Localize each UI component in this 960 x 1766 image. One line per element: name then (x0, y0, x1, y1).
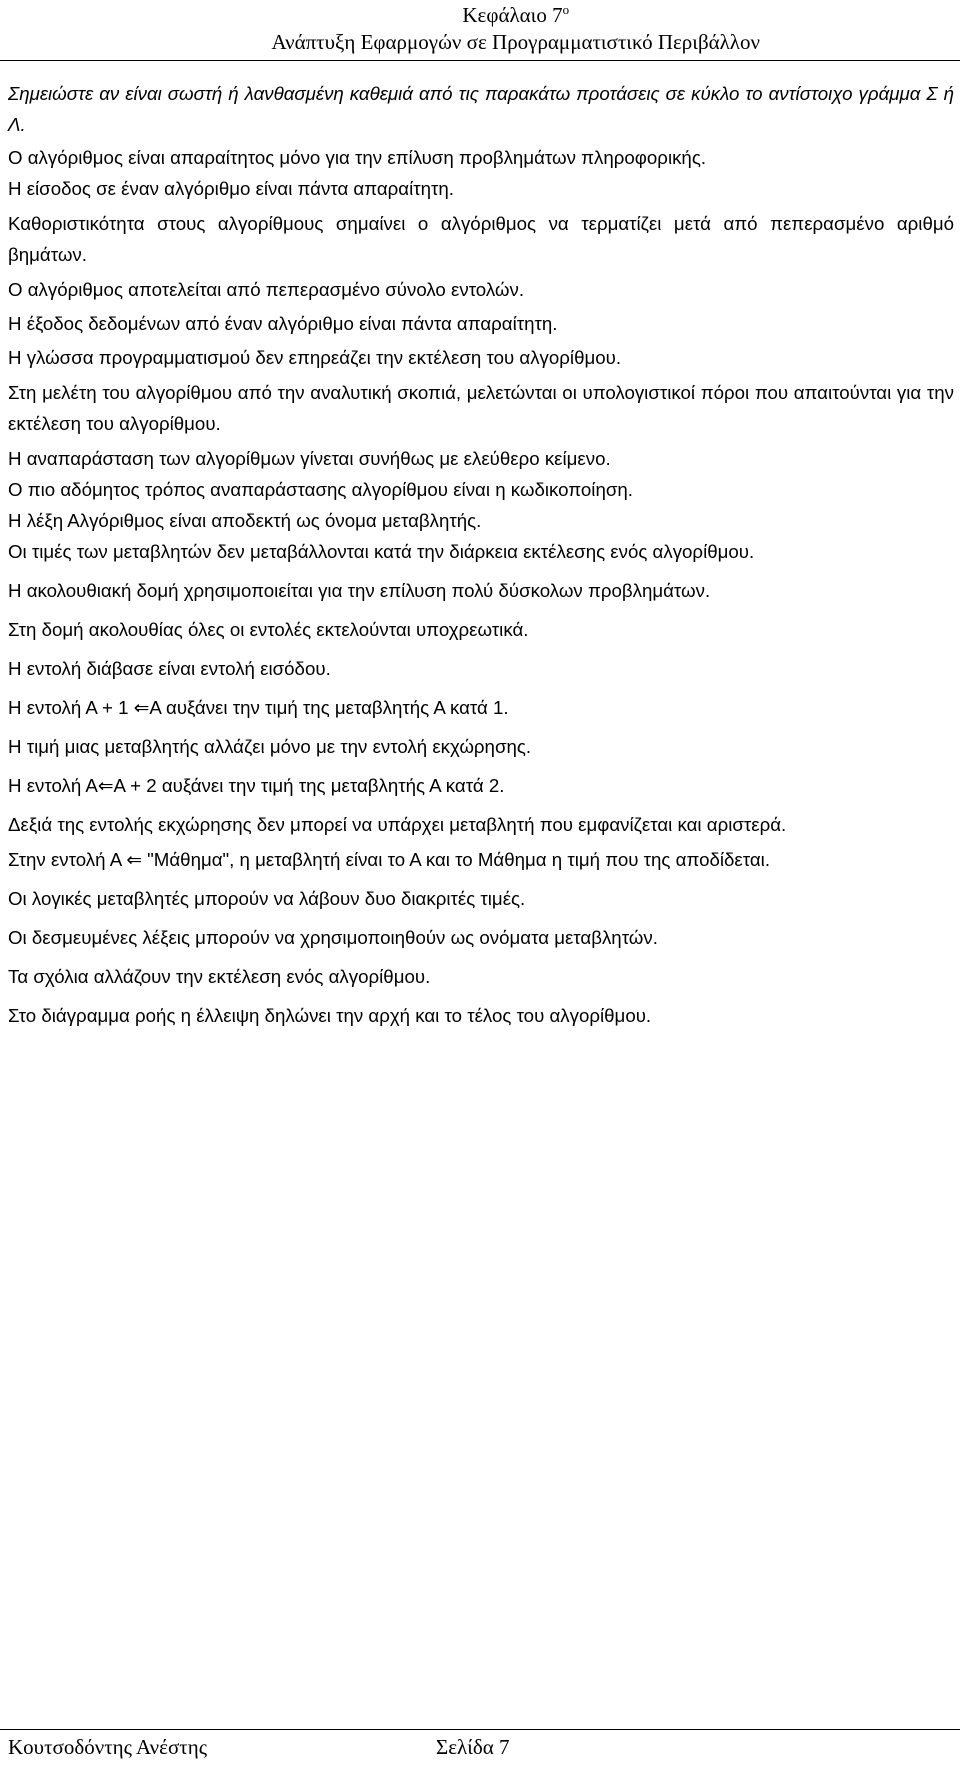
chapter-subtitle: Ανάπτυξη Εφαρμογών σε Προγραμματιστικό Περιβάλλον (271, 30, 760, 54)
instructions: Σημειώστε αν είναι σωστή ή λανθασμένη καθεμιά από τις παρακάτω προτάσεις σε κύκλο το αντίστοιχο γράμμα Σ ή Λ. (8, 83, 954, 135)
document-body (8, 78, 954, 1031)
statement: Η εντολή διάβασε είναι εντολή εισόδου. (8, 658, 331, 679)
statement: Η λέξη Αλγόριθμος είναι αποδεκτή ως όνομα μεταβλητής. (8, 510, 482, 531)
statement: Η είσοδος σε έναν αλγόριθμο είναι πάντα απαραίτητη. (8, 178, 454, 199)
statement: Οι δεσμευμένες λέξεις μπορούν να χρησιμοποιηθούν ως ονόματα μεταβλητών. (8, 927, 658, 948)
header-rule (0, 60, 960, 61)
statement: Στη δομή ακολουθίας όλες οι εντολές εκτελούνται υποχρεωτικά. (8, 619, 529, 640)
footer-rule (0, 1729, 960, 1730)
page-header (271, 2, 760, 56)
statement: Η ακολουθιακή δομή χρησιμοποιείται για την επίλυση πολύ δύσκολων προβλημάτων. (8, 580, 711, 601)
footer-author: Κουτσοδόντης Ανέστης (8, 1735, 208, 1759)
statement: Δεξιά της εντολής εκχώρησης δεν μπορεί να υπάρχει μεταβλητή που εμφανίζεται και αριστερά. (8, 814, 787, 835)
statement: Η εντολή Α⇐Α + 2 αυξάνει την τιμή της μεταβλητής Α κατά 2. (8, 775, 505, 796)
statement: Η γλώσσα προγραμματισμού δεν επηρεάζει την εκτέλεση του αλγορίθμου. (8, 347, 622, 368)
statement: Οι λογικές μεταβλητές μπορούν να λάβουν δυο διακριτές τιμές. (8, 888, 526, 909)
statement: Καθοριστικότητα στους αλγορίθμους σημαίνει ο αλγόριθμος να τερματίζει μετά από πεπερασμένο αριθμό βημάτων. (8, 213, 954, 265)
statement: Τα σχόλια αλλάζουν την εκτέλεση ενός αλγορίθμου. (8, 966, 431, 987)
statement: Η εντολή Α + 1 ⇐Α αυξάνει την τιμή της μεταβλητής Α κατά 1. (8, 697, 509, 718)
statement: Ο πιο αδόμητος τρόπος αναπαράστασης αλγορίθμου είναι η κωδικοποίηση. (8, 479, 633, 500)
statement: Ο αλγόριθμος αποτελείται από πεπερασμένο σύνολο εντολών. (8, 279, 525, 300)
statement: Η τιμή μιας μεταβλητής αλλάζει μόνο με την εντολή εκχώρησης. (8, 736, 532, 757)
statement: Οι τιμές των μεταβλητών δεν μεταβάλλονται κατά την διάρκεια εκτέλεσης ενός αλγορίθμου. (8, 541, 755, 562)
statement: Η αναπαράσταση των αλγορίθμων γίνεται συνήθως με ελεύθερο κείμενο. (8, 448, 611, 469)
chapter-line (271, 2, 760, 29)
statement: Στο διάγραμμα ροής η έλλειψη δηλώνει την αρχή και το τέλος του αλγορίθμου. (8, 1005, 652, 1026)
statement: Στη μελέτη του αλγορίθμου από την αναλυτική σκοπιά, μελετώνται οι υπολογιστικοί πόροι που απαιτούνται για την εκτέλεση του αλγορίθμου. (8, 382, 954, 434)
statement: Στην εντολή Α ⇐ "Μάθημα", η μεταβλητή είναι το Α και το Μάθημα η τιμή που της αποδίδεται. (8, 849, 771, 870)
statement: Ο αλγόριθμος είναι απαραίτητος μόνο για την επίλυση προβλημάτων πληροφορικής. (8, 147, 707, 168)
statement: Η έξοδος δεδομένων από έναν αλγόριθμο είναι πάντα απαραίτητη. (8, 313, 558, 334)
page-number: Σελίδα 7 (436, 1735, 510, 1759)
chapter-superscript: ο (562, 2, 570, 17)
chapter-title: Κεφάλαιο 7 (462, 3, 563, 27)
